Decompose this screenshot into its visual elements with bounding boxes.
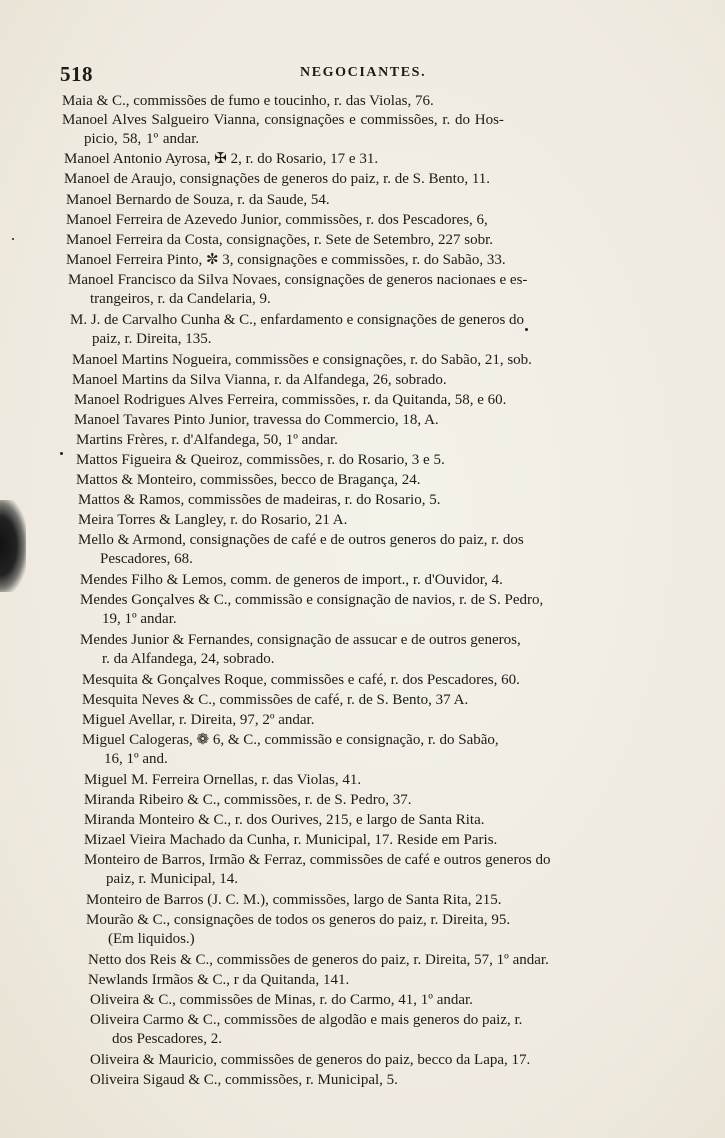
entry-line: Manoel Martins da Silva Vianna, r. da Alfandega, 26, sobrado. xyxy=(72,372,447,388)
entry-line: Mourão & C., consignações de todos os generos do paiz, r. Direita, 95. xyxy=(86,912,511,928)
directory-entry xyxy=(90,1011,522,1049)
entry-line: Mendes Gonçalves & C., commissão e consignação de navios, r. de S. Pedro, xyxy=(80,592,544,608)
entry-line: Mendes Filho & Lemos, comm. de generos de import., r. d'Ouvidor, 4. xyxy=(80,572,503,588)
directory-entry xyxy=(72,351,532,370)
directory-entry xyxy=(66,231,493,250)
directory-entry xyxy=(90,991,473,1010)
directory-entry xyxy=(82,711,314,730)
ink-speck xyxy=(525,328,528,331)
entry-line: Manoel Francisco da Silva Novaes, consignações de generos nacionaes e es- xyxy=(68,272,528,288)
entry-line: Newlands Irmãos & C., r da Quitanda, 141. xyxy=(88,972,350,988)
entry-line: Mattos Figueira & Queiroz, commissões, r. do Rosario, 3 e 5. xyxy=(76,452,445,468)
entry-line: Mattos & Monteiro, commissões, becco de Bragança, 24. xyxy=(76,472,421,488)
entry-line: Monteiro de Barros (J. C. M.), commissões, largo de Santa Rita, 215. xyxy=(86,892,502,908)
directory-entry xyxy=(66,211,488,230)
entry-line: paiz, r. Direita, 135. xyxy=(92,331,212,347)
directory-entry xyxy=(84,771,361,790)
directory-entry xyxy=(82,731,499,769)
directory-entry xyxy=(80,571,503,590)
entry-line: Oliveira Sigaud & C., commissões, r. Municipal, 5. xyxy=(90,1072,398,1088)
entry-line: Maia & C., commissões de fumo e toucinho, r. das Violas, 76. xyxy=(62,93,434,109)
entry-line: Oliveira & C., commissões de Minas, r. do Carmo, 41, 1º andar. xyxy=(90,992,473,1008)
directory-entry xyxy=(86,891,502,910)
directory-entry xyxy=(68,271,527,309)
entry-line: Manoel Ferreira da Costa, consignações, r. Sete de Setembro, 227 sobr. xyxy=(66,232,493,248)
directory-entry xyxy=(86,911,510,949)
directory-entry xyxy=(64,150,378,169)
directory-entry xyxy=(84,851,551,889)
entry-line: Manoel Antonio Ayrosa, ✠ 2, r. do Rosario, 17 e 31. xyxy=(64,151,379,167)
entry-line: Miguel Avellar, r. Direita, 97, 2º andar. xyxy=(82,712,315,728)
entry-line: Martins Frères, r. d'Alfandega, 50, 1º andar. xyxy=(76,432,338,448)
directory-entry xyxy=(84,831,497,850)
ink-speck xyxy=(12,238,14,240)
entry-line: Manoel Bernardo de Souza, r. da Saude, 54. xyxy=(66,192,330,208)
entry-line: Mesquita Neves & C., commissões de café, r. de S. Bento, 37 A. xyxy=(82,692,469,708)
entry-line: Netto dos Reis & C., commissões de generos do paiz, r. Direita, 57, 1º andar. xyxy=(88,952,549,968)
directory-entry xyxy=(72,371,447,390)
entry-line: Meira Torres & Langley, r. do Rosario, 21 A. xyxy=(78,512,348,528)
entry-line: Miguel M. Ferreira Ornellas, r. das Violas, 41. xyxy=(84,772,362,788)
directory-entry xyxy=(76,431,338,450)
directory-entry xyxy=(62,111,504,149)
entry-line: Manoel Ferreira Pinto, ✼ 3, consignações e commissões, r. do Sabão, 33. xyxy=(66,252,506,268)
entry-line: Miranda Ribeiro & C., commissões, r. de S. Pedro, 37. xyxy=(84,792,412,808)
entry-line: 16, 1º and. xyxy=(104,751,168,767)
page-heading: NEGOCIANTES. xyxy=(300,65,427,80)
entry-line: Manoel Alves Salgueiro Vianna, consignações e commissões, r. do Hos- xyxy=(62,112,504,128)
entry-line: Pescadores, 68. xyxy=(100,551,193,567)
entry-line: Manoel de Araujo, consignações de generos do paiz, r. de S. Bento, 11. xyxy=(64,171,491,187)
directory-entry xyxy=(66,251,506,270)
directory-entry xyxy=(78,531,524,569)
directory-entry xyxy=(82,671,520,690)
directory-entry xyxy=(74,411,439,430)
directory-entry xyxy=(82,691,468,710)
directory-entry xyxy=(66,191,330,210)
directory-entry xyxy=(78,491,440,510)
ink-speck xyxy=(60,452,63,455)
entry-line: r. da Alfandega, 24, sobrado. xyxy=(102,651,275,667)
directory-entry xyxy=(84,811,485,830)
entry-line: Miranda Monteiro & C., r. dos Ourives, 215, e largo de Santa Rita. xyxy=(84,812,485,828)
entry-line: 19, 1º andar. xyxy=(102,611,177,627)
entry-line: Manoel Ferreira de Azevedo Junior, commissões, r. dos Pescadores, 6, xyxy=(66,212,488,228)
entry-line: dos Pescadores, 2. xyxy=(112,1031,222,1047)
entry-line: Oliveira Carmo & C., commissões de algodão e mais generos do paiz, r. xyxy=(90,1012,523,1028)
directory-entry xyxy=(74,391,506,410)
entry-line: Mattos & Ramos, commissões de madeiras, r. do Rosario, 5. xyxy=(78,492,441,508)
entry-line: Manoel Rodrigues Alves Ferreira, commissões, r. da Quitanda, 58, e 60. xyxy=(74,392,507,408)
directory-entry xyxy=(80,631,521,669)
directory-entry xyxy=(90,1071,398,1090)
directory-entry xyxy=(88,971,349,990)
directory-entry xyxy=(84,791,411,810)
entry-line: paiz, r. Municipal, 14. xyxy=(106,871,239,887)
entry-line: (Em liquidos.) xyxy=(108,931,195,947)
directory-entry xyxy=(64,170,490,189)
entry-line: Mesquita & Gonçalves Roque, commissões e café, r. dos Pescadores, 60. xyxy=(82,672,520,688)
entry-line: picio, 58, 1º andar. xyxy=(84,131,200,147)
page-number: 518 xyxy=(60,62,93,86)
entry-line: trangeiros, r. da Candelaria, 9. xyxy=(90,291,271,307)
entry-line: Manoel Martins Nogueira, commissões e consignações, r. do Sabão, 21, sob. xyxy=(72,352,532,368)
directory-entry xyxy=(80,591,543,629)
entry-line: Manoel Tavares Pinto Junior, travessa do Commercio, 18, A. xyxy=(74,412,439,428)
directory-entry xyxy=(76,471,421,490)
entry-line: Mello & Armond, consignações de café e de outros generos do paiz, r. dos xyxy=(78,532,524,548)
entry-line: M. J. de Carvalho Cunha & C., enfardamento e consignações de generos do xyxy=(70,312,525,328)
directory-entry xyxy=(62,92,434,111)
directory-entry xyxy=(76,451,445,470)
directory-entry xyxy=(70,311,524,349)
entry-line: Mizael Vieira Machado da Cunha, r. Municipal, 17. Reside em Paris. xyxy=(84,832,498,848)
directory-entry xyxy=(78,511,347,530)
entry-line: Monteiro de Barros, Irmão & Ferraz, commissões de café e outros generos do xyxy=(84,852,551,868)
entry-line: Mendes Junior & Fernandes, consignação de assucar e de outros generos, xyxy=(80,632,521,648)
directory-entry xyxy=(88,951,549,970)
directory-entry xyxy=(90,1051,530,1070)
entry-line: Miguel Calogeras, ❁ 6, & C., commissão e consignação, r. do Sabão, xyxy=(82,732,499,748)
entry-line: Oliveira & Mauricio, commissões de generos do paiz, becco da Lapa, 17. xyxy=(90,1052,531,1068)
